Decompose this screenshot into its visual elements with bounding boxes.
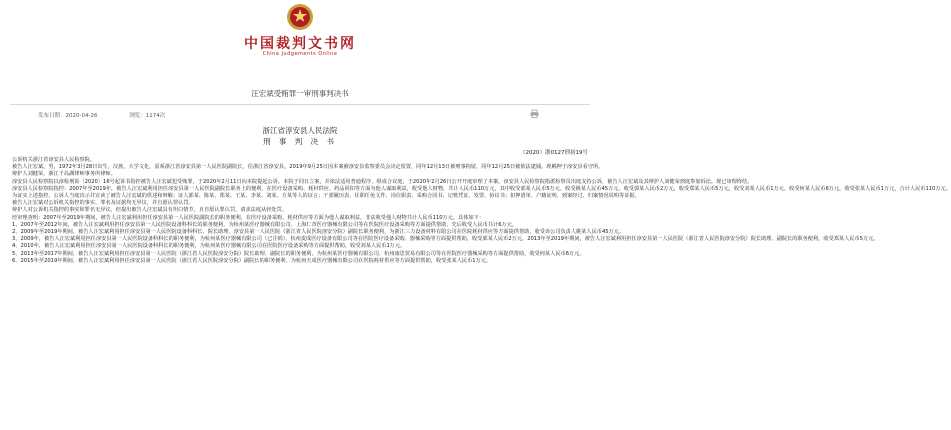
judgement-body (12, 157, 951, 265)
paragraph: 4、2010年，被告人汪宏斌利用担任淳安县第一人民医院设备科科长的职务便利，为杭州某医疗器械有限公司在医院医疗设备采购等方面提供帮助，收受刘某人民币1万元。 (12, 243, 406, 250)
paragraph: 淳安县人民检察院以淳检刑诉〔2020〕16号起诉书指控被告人汪宏斌犯受贿罪，于2020年2月11日向本院提起公诉。本院于同日立案，并依法适用普通程序，组成合议庭，于2020年2月26日公开开庭审理了本案。淳安县人民检察院指派检察员出庭支持公诉，被告人汪宏斌及其辩护人刘健荣到庭参加诉讼。现已审理终结。 (12, 178, 753, 185)
site-header (0, 0, 600, 68)
document-meta (38, 111, 195, 119)
site-title[interactable]: 中国裁判文书网 (244, 36, 356, 52)
paragraph: 2、2009年至2019年期间，被告人汪宏斌利用担任淳安县第一人民医院设备科科长、院长助理、淳安县第一人民医院（浙江省人民医院淳安分院）副院长职务便利，为浙江三力设备材料有限公司在医院耗材供应等方面提供帮助，收受该公司负责人姚某人民币45万元。 (12, 229, 625, 236)
print-icon[interactable] (530, 110, 539, 118)
case-number: （2020）浙0127刑初19号 (520, 150, 588, 156)
paragraph: 淳安县人民检察院指控：2007年至2019年，被告人汪宏斌利用担任淳安县第一人民医院副院长职务上的便利，在医疗设备采购、耗材供应、药品回扣等方面为他人谋取利益，收受他人财物，共计人民币110万元，其中收受部某人民币5万元，收受姚某人民币45万元，收受郭某人民币2万元，收受郑某人民币5万元，收受刘某人民币1万元，收受何某人民币6万元，收受张某人民币1万元，合计人民币110万元。 (12, 185, 951, 192)
site-subtitle: China Judgements Online (262, 51, 338, 57)
paragraph: 为证实上述指控，公诉人当庭出示并宣读了被告人汪宏斌的供述和辩解；证人郭某、陈某、郑某、王某、李某、刘某、方某等人的证言；干部履历表、任职任免文件、岗位职责、采购合同书、记账凭证、发票、协议书；扣押清单、户籍证明、到案经过、归案情况说明等证据。 (12, 193, 640, 200)
paragraph: 被告人汪宏斌对公诉机关指控的事实、罪名及证据均无异议，并自愿认罪认罚。 (12, 200, 194, 207)
paragraph: 辩护人对公诉机关指控的事实和罪名无异议，但提出被告人汪宏斌具有坦白情节，且自愿认罪认罚，请求法庭从轻处罚。 (12, 207, 287, 214)
paragraph: 6、2015年至2019年期间，被告人汪宏斌利用担任淳安县第一人民医院（浙江省人民医院淳安分院）副院长的职务便利，为杭州天成医疗器械有限公司在医院耗材供应等方面提供帮助，收受张某人民币1万元。 (12, 257, 492, 264)
view-count: 浏览：1174次 (129, 113, 166, 119)
paragraph: 5、2013年至2017年期间，被告人汪宏斌利用担任淳安县第一人民医院（浙江省人民医院淳安分院）院长助理、副院长的职务便利，为杭州某医疗器械有限公司、杭州康思贸易有限公司等在医院医疗器械采购等方面提供帮助，收受何某人民币6万元。 (12, 250, 585, 257)
paragraph: 辩护人刘健荣，浙江千岛湖律师事务所律师。 (12, 171, 116, 178)
publish-date: 发布日期：2020-04-26 (38, 113, 98, 119)
divider (10, 104, 590, 105)
paragraph: 被告人汪宏斌，男，1972年3月28日出生，汉族，大学文化，原系浙江省淳安县第一人民医院副院长，住浙江省淳安县。2019年9月25日因本案被淳安县监察委员会决定留置，同年12月13日被刑事拘留，同年12月25日被依法逮捕。现羁押于淳安县看守所。 (12, 164, 604, 171)
document-title: 汪宏斌受贿罪一审刑事判决书 (251, 89, 349, 98)
court-emblem-icon (286, 3, 314, 31)
paragraph: 3、2009年，被告人汪宏斌利用担任淳安县第一人民医院设备科科长的职务便利，为杭州某医疗器械有限公司（已注销）、杭州麦成医疗设备有限公司等在医院医疗设备采购、器械采购等方面提供帮助，收受郭某人民币2万元。2013年至2019年期间，被告人汪宏斌利用担任淳安县第一人民医院（浙江省人民医院淳安分院）院长助理、副院长的职务便利，收受郑某人民币5万元。 (12, 236, 879, 243)
court-name: 浙江省淳安县人民法院 (262, 126, 338, 135)
paragraph: 经审理查明：2007年至2019年期间，被告人汪宏斌利用担任淳安县第一人民医院副院长的职务便利，在医疗设备采购、耗材供应等方面为他人谋取利益，非法收受他人财物共计人民币110万元。具体如下： (12, 214, 485, 221)
paragraph: 公诉机关浙江省淳安县人民检察院。 (12, 157, 96, 163)
document-kind: 刑 事 判 决 书 (262, 137, 338, 146)
paragraph: 1、2007年至2012年间，被告人汪宏斌利用担任淳安县第一人民医院设备科科长的职务便利，为杭州某医疗器械有限公司、上海仁青医疗器械有限公司等在医院医疗设备采购等方面提供帮助，先后收受人民币共计6万元。 (12, 221, 518, 228)
